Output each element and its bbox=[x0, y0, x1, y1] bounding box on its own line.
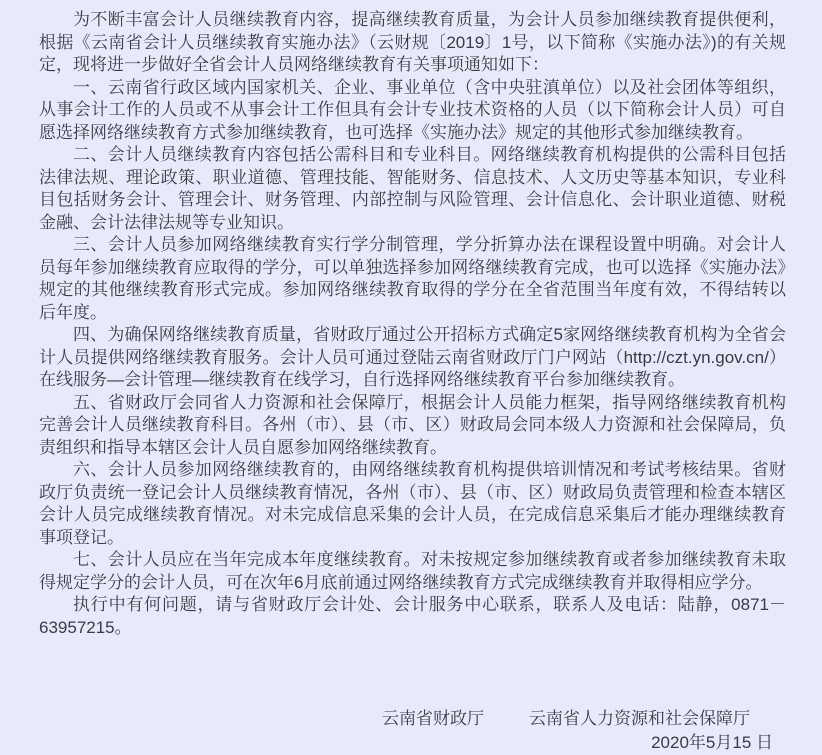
notice-paragraph-item-5: 五、省财政厅会同省人力资源和社会保障厅，根据会计人员能力框架，指导网络继续教育机构完善会计人员继续教育科目。各州（市）、县（市、区）财政局会同本级人力资源和社会保障局，负责组织和指导本辖区会计人员自愿参加网络继续教育。 bbox=[39, 392, 786, 457]
signature-agency-finance: 云南省财政厅 bbox=[382, 709, 484, 728]
notice-paragraph-item-4: 四、为确保网络继续教育质量，省财政厅通过公开招标方式确定5家网络继续教育机构为全省会计人员提供网络继续教育服务。会计人员可通过登陆云南省财政厅门户网站（http://czt.yn.gov.cn/）在线服务—会计管理—继续教育在线学习，自行选择网络继续教育平台参加继续教育。 bbox=[39, 325, 786, 389]
notice-paragraph-intro: 为不断丰富会计人员继续教育内容，提高继续教育质量，为会计人员参加继续教育提供便利，根据《云南省会计人员继续教育实施办法》（云财规〔2019〕1号，以下简称《实施办法》)的有关规定，现将进一步做好全省会计人员网络继续教育有关事项通知如下： bbox=[39, 10, 786, 74]
signature-agency-hr: 云南省人力资源和社会保障厅 bbox=[529, 709, 750, 728]
notice-paragraph-item-6: 六、会计人员参加网络继续教育的，由网络继续教育机构提供培训情况和考试考核结果。省财政厅负责统一登记会计人员继续教育情况，各州（市）、县（市、区）财政局负责管理和检查本辖区会计人员完成继续教育情况。对未完成信息采集的会计人员，在完成信息采集后才能办理继续教育事项登记。 bbox=[39, 460, 786, 547]
signature-block bbox=[39, 707, 786, 731]
notice-paragraph-item-2: 二、会计人员继续教育内容包括公需科目和专业科目。网络继续教育机构提供的公需科目包括法律法规、理论政策、职业道德、管理技能、智能财务、信息技术、人文历史等基本知识，专业科目包括财务会计、管理会计、财务管理、内部控制与风险管理、会计信息化、会计职业道德、财税金融、会计法律法规等专业知识。 bbox=[39, 145, 786, 232]
notice-paragraph-item-3: 三、会计人员参加网络继续教育实行学分制管理，学分折算办法在课程设置中明确。对会计人员每年参加继续教育应取得的学分，可以单独选择参加网络继续教育完成，也可以选择《实施办法》规定的其他继续教育形式完成。参加网络继续教育取得的学分在全省范围当年度有效，不得结转以后年度。 bbox=[39, 235, 786, 322]
notice-paragraph-contact: 执行中有何问题，请与省财政厅会计处、会计服务中心联系，联系人及电话：陆静，0871－63957215。 bbox=[39, 595, 786, 637]
signature-date: 2020年5月15 日 bbox=[651, 733, 773, 752]
notice-paragraph-item-1: 一、云南省行政区域内国家机关、企业、事业单位（含中央驻滇单位）以及社会团体等组织，从事会计工作的人员或不从事会计工作但具有会计专业技术资格的人员（以下简称会计人员）可自愿选择网络继续教育方式参加继续教育，也可选择《实施办法》规定的其他形式参加继续教育。 bbox=[39, 77, 786, 142]
notice-paragraph-item-7: 七、会计人员应在当年完成本年度继续教育。对未按规定参加继续教育或者参加继续教育未取得规定学分的会计人员，可在次年6月底前通过网络继续教育方式完成继续教育并取得相应学分。 bbox=[39, 550, 786, 592]
